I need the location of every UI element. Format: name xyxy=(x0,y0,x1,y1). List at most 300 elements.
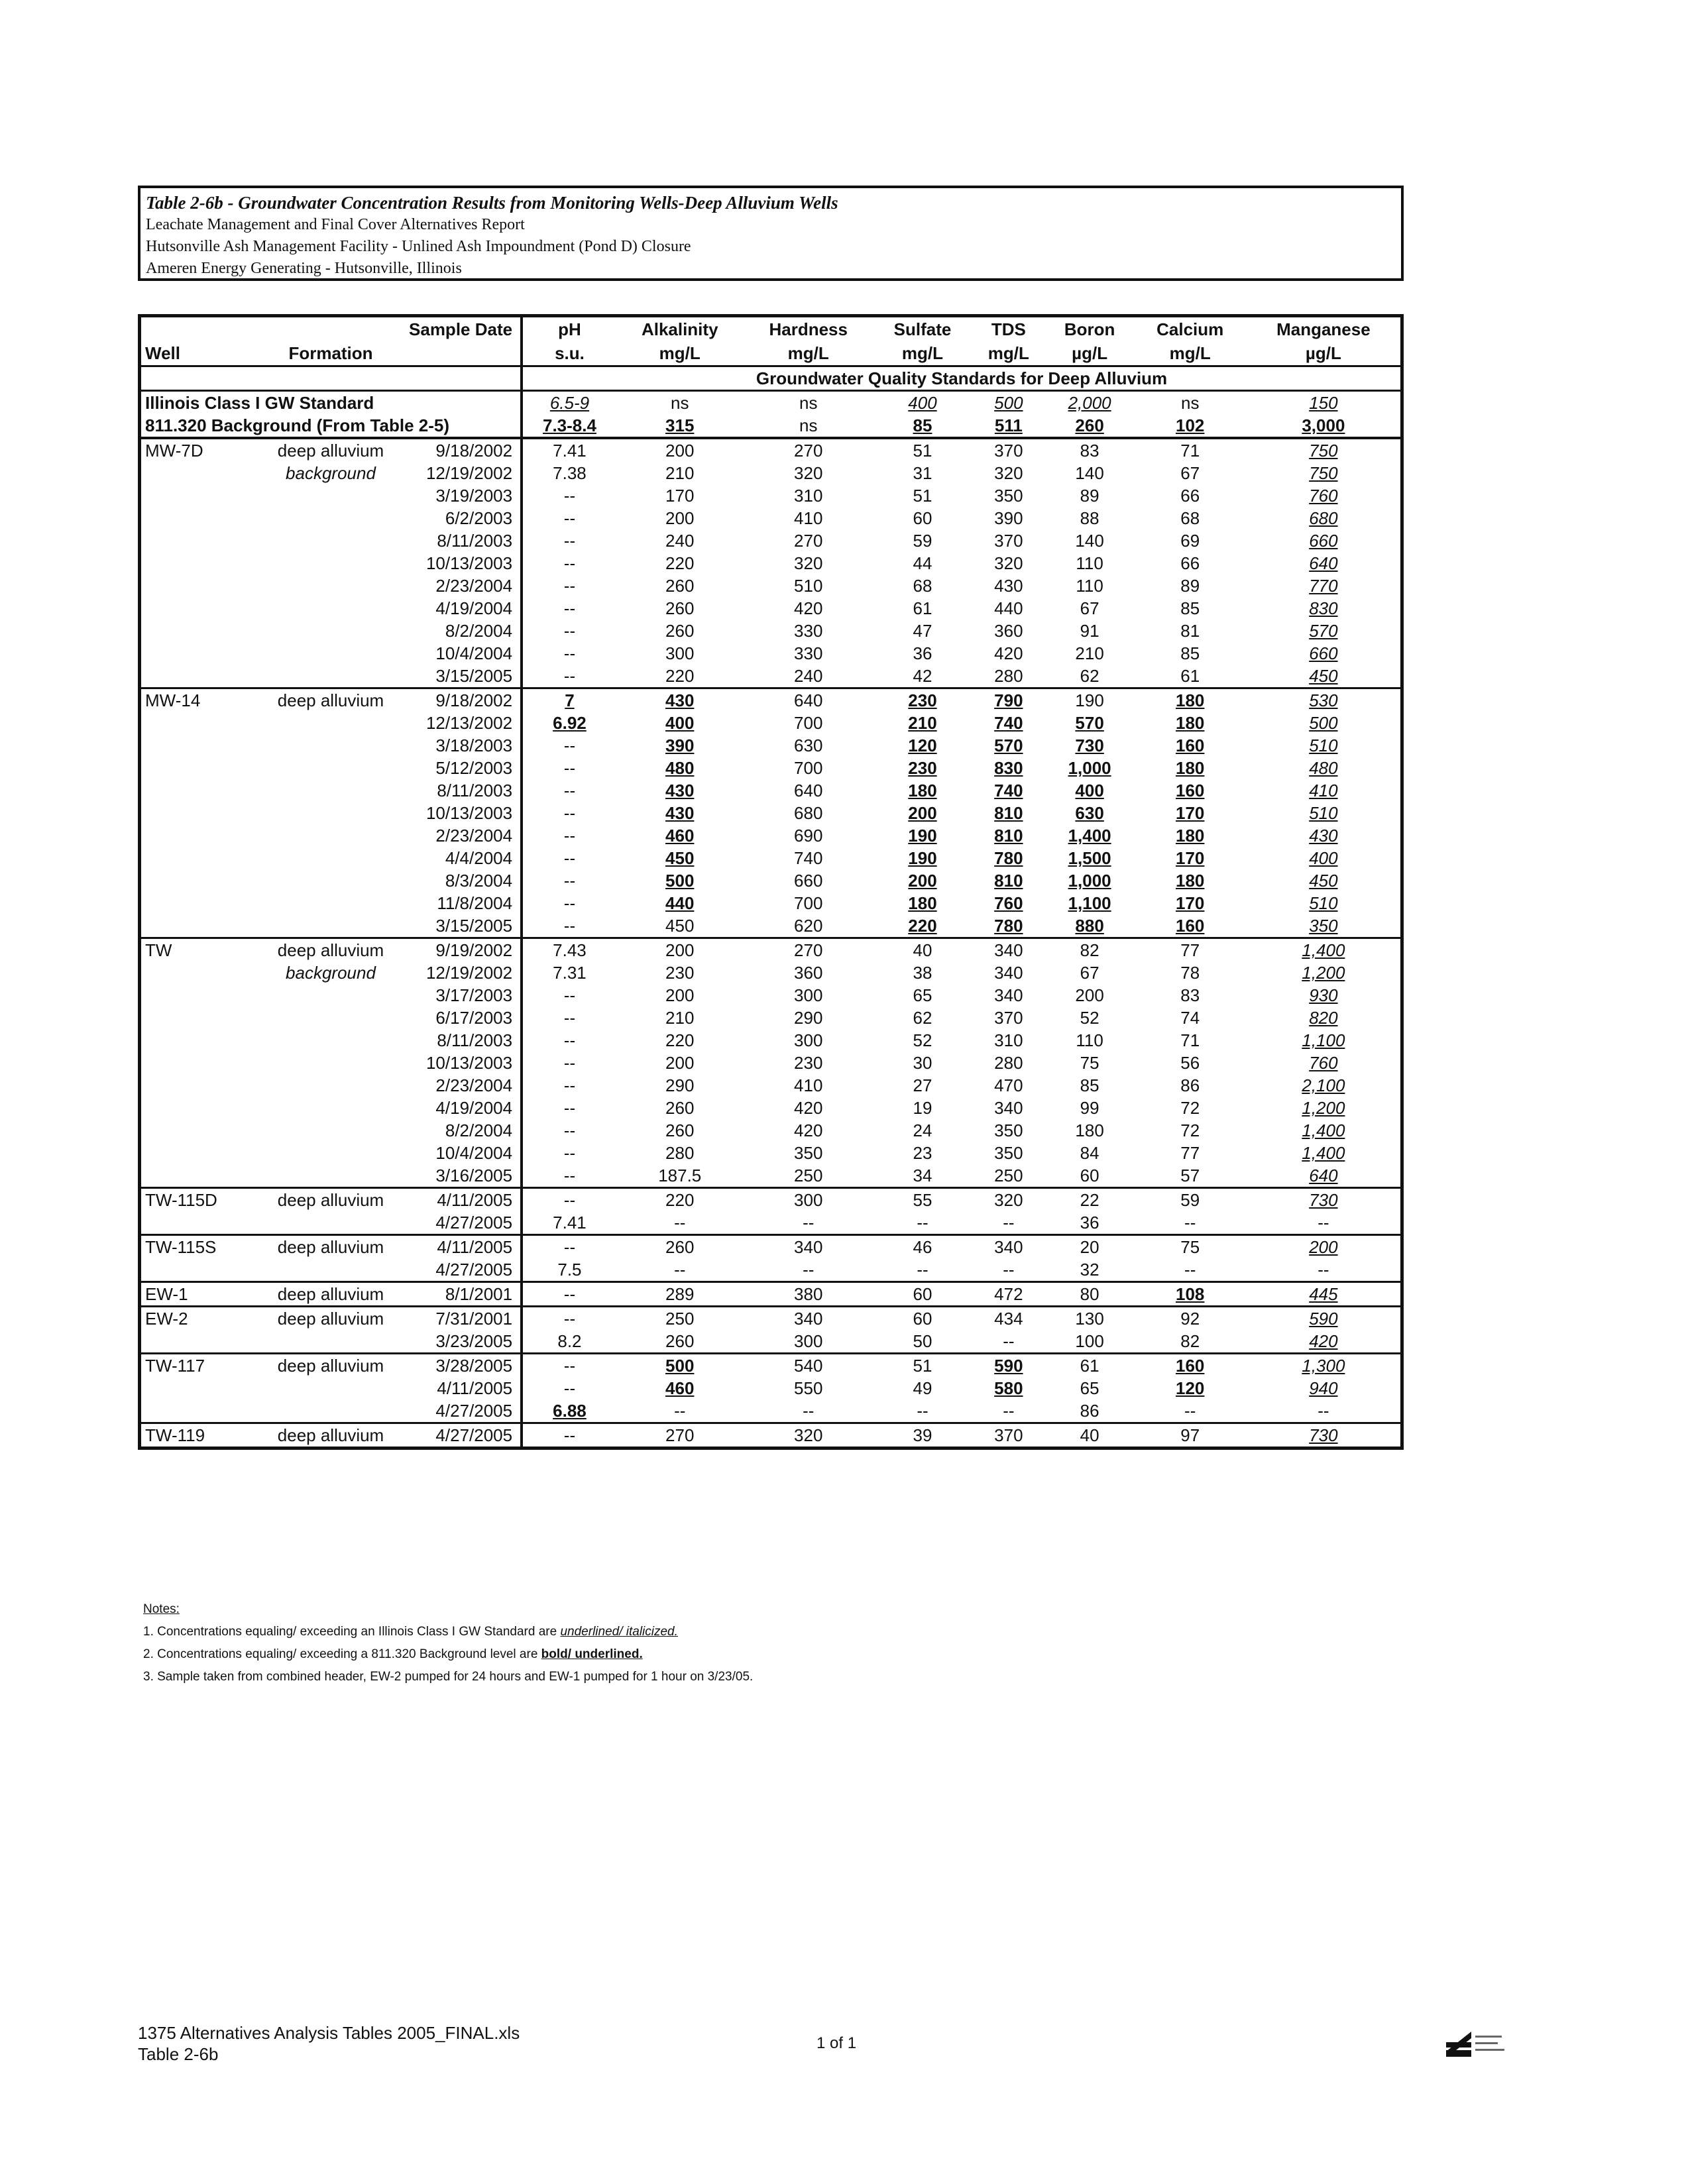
tds-cell xyxy=(972,1164,1045,1188)
calcium-cell xyxy=(1134,802,1247,824)
sulfate-cell xyxy=(873,779,972,802)
boron-value: 65 xyxy=(1080,1378,1099,1398)
ph-value: -- xyxy=(563,1237,576,1257)
formation: background xyxy=(286,463,376,483)
calcium-value: 160 xyxy=(1176,736,1205,755)
sample-date: 4/27/2005 xyxy=(405,1258,522,1282)
ph-cell xyxy=(522,1377,616,1399)
sulfate-cell xyxy=(873,914,972,938)
ph-value: -- xyxy=(563,1356,576,1376)
hardness-cell xyxy=(744,597,873,620)
alkalinity-value: 500 xyxy=(665,1356,695,1376)
manganese-value: 570 xyxy=(1309,621,1338,641)
formation xyxy=(256,1377,405,1399)
well-id xyxy=(140,1330,257,1354)
well-id xyxy=(140,869,257,892)
tds-value: 340 xyxy=(994,1098,1023,1118)
tds-cell xyxy=(972,1282,1045,1307)
standard-value: 400 xyxy=(908,393,937,413)
boron-cell xyxy=(1046,1282,1134,1307)
manganese-cell xyxy=(1247,1423,1402,1448)
ph-value: -- xyxy=(563,826,576,846)
note-2 xyxy=(143,1643,753,1666)
boron-cell xyxy=(1046,1211,1134,1235)
tds-cell xyxy=(972,1258,1045,1282)
sulfate-cell xyxy=(873,1142,972,1164)
hardness-cell xyxy=(744,824,873,847)
ph-value: -- xyxy=(563,553,576,573)
ph-value: -- xyxy=(563,781,576,800)
tds-cell xyxy=(972,847,1045,869)
calcium-value: 71 xyxy=(1180,441,1200,461)
tds-value: 590 xyxy=(994,1356,1023,1376)
alkalinity-value: 200 xyxy=(665,441,695,461)
tds-value: 280 xyxy=(994,666,1023,686)
well-id xyxy=(140,1211,257,1235)
alkalinity-value: 210 xyxy=(665,463,695,483)
hardness-value: 700 xyxy=(794,893,823,913)
header-calcium: Calcium xyxy=(1156,319,1224,339)
footer-page-number: 1 of 1 xyxy=(816,2034,857,2052)
boron-cell xyxy=(1046,802,1134,824)
hardness-cell xyxy=(744,1074,873,1097)
sulfate-value: 60 xyxy=(913,508,932,528)
boron-value: 200 xyxy=(1075,985,1104,1005)
formation xyxy=(256,779,405,802)
tds-cell xyxy=(972,1235,1045,1259)
alkalinity-value: 260 xyxy=(665,1098,695,1118)
alkalinity-value: 260 xyxy=(665,1237,695,1257)
ph-value: -- xyxy=(563,1425,576,1445)
alkalinity-value: 430 xyxy=(665,781,695,800)
alkalinity-cell xyxy=(616,507,744,529)
tds-cell xyxy=(972,438,1045,462)
boron-cell xyxy=(1046,507,1134,529)
tds-cell xyxy=(972,779,1045,802)
alkalinity-value: 450 xyxy=(665,848,695,868)
sulfate-value: 230 xyxy=(908,758,937,778)
manganese-cell xyxy=(1247,620,1402,642)
sample-date: 4/27/2005 xyxy=(405,1423,522,1448)
alkalinity-value: 200 xyxy=(665,508,695,528)
formation: deep alluvium xyxy=(256,1188,405,1212)
boron-cell xyxy=(1046,574,1134,597)
calcium-value: 77 xyxy=(1180,940,1200,960)
formation xyxy=(256,1258,405,1282)
boron-cell xyxy=(1046,734,1134,757)
hardness-cell xyxy=(744,1282,873,1307)
manganese-value: 1,400 xyxy=(1302,940,1345,960)
standard-sulfate xyxy=(873,391,972,415)
standard-tds xyxy=(972,414,1045,438)
manganese-cell xyxy=(1247,507,1402,529)
well-id xyxy=(140,1164,257,1188)
ph-value: -- xyxy=(563,736,576,755)
manganese-cell xyxy=(1247,892,1402,914)
boron-cell xyxy=(1046,1164,1134,1188)
sulfate-value: 23 xyxy=(913,1143,932,1163)
formation xyxy=(256,757,405,779)
sulfate-cell xyxy=(873,597,972,620)
manganese-value: 750 xyxy=(1309,463,1338,483)
tds-cell xyxy=(972,1119,1045,1142)
boron-cell xyxy=(1046,757,1134,779)
formation xyxy=(256,734,405,757)
manganese-cell xyxy=(1247,1354,1402,1378)
notes-section xyxy=(143,1598,753,1688)
alkalinity-cell xyxy=(616,665,744,688)
formation xyxy=(256,712,405,734)
header-well: Well xyxy=(145,343,180,363)
well-id xyxy=(140,507,257,529)
table-row xyxy=(140,1097,1402,1119)
hardness-cell xyxy=(744,869,873,892)
unit-hardness: mg/L xyxy=(787,343,829,363)
manganese-cell xyxy=(1247,574,1402,597)
alkalinity-cell xyxy=(616,914,744,938)
well-id xyxy=(140,552,257,574)
alkalinity-value: 240 xyxy=(665,531,695,551)
manganese-cell xyxy=(1247,938,1402,962)
sulfate-value: 51 xyxy=(913,1356,932,1376)
hardness-value: -- xyxy=(803,1260,815,1280)
manganese-value: 350 xyxy=(1309,916,1338,936)
manganese-value: 640 xyxy=(1309,553,1338,573)
alkalinity-value: 210 xyxy=(665,1008,695,1028)
alkalinity-value: -- xyxy=(674,1260,686,1280)
ph-cell xyxy=(522,779,616,802)
ph-value: 7.43 xyxy=(553,940,587,960)
manganese-cell xyxy=(1247,1211,1402,1235)
standards-banner-row xyxy=(140,366,1402,391)
sample-date: 9/18/2002 xyxy=(405,688,522,712)
ph-value: 7.38 xyxy=(553,463,587,483)
tds-cell xyxy=(972,1142,1045,1164)
sulfate-value: 38 xyxy=(913,963,932,983)
hardness-value: 250 xyxy=(794,1166,823,1185)
header-formation: Formation xyxy=(288,343,373,363)
hardness-cell xyxy=(744,757,873,779)
alkalinity-cell xyxy=(616,1188,744,1212)
boron-value: 99 xyxy=(1080,1098,1099,1118)
note-1 xyxy=(143,1621,753,1643)
alkalinity-value: 430 xyxy=(665,803,695,823)
sample-date: 10/13/2003 xyxy=(405,1052,522,1074)
formation xyxy=(256,869,405,892)
tds-cell xyxy=(972,1074,1045,1097)
notes-title: Notes: xyxy=(143,1602,180,1616)
hardness-cell xyxy=(744,914,873,938)
table-row xyxy=(140,1354,1402,1378)
alkalinity-cell xyxy=(616,1097,744,1119)
standard-value: 3,000 xyxy=(1302,415,1345,435)
calcium-cell xyxy=(1134,552,1247,574)
tds-value: 340 xyxy=(994,985,1023,1005)
ph-cell xyxy=(522,847,616,869)
sample-date: 2/23/2004 xyxy=(405,1074,522,1097)
calcium-cell xyxy=(1134,734,1247,757)
well-id xyxy=(140,984,257,1007)
alkalinity-cell xyxy=(616,892,744,914)
calcium-value: 69 xyxy=(1180,531,1200,551)
hardness-value: 690 xyxy=(794,826,823,846)
hardness-cell xyxy=(744,462,873,484)
table-row xyxy=(140,1423,1402,1448)
well-id xyxy=(140,802,257,824)
standard-value: 7.3-8.4 xyxy=(542,415,596,435)
sulfate-value: 47 xyxy=(913,621,932,641)
standard-label: 811.320 Background (From Table 2-5) xyxy=(140,414,522,438)
alkalinity-cell xyxy=(616,552,744,574)
table-row xyxy=(140,529,1402,552)
formation xyxy=(256,802,405,824)
ph-cell xyxy=(522,712,616,734)
sulfate-cell xyxy=(873,1235,972,1259)
well-id: TW-119 xyxy=(140,1423,257,1448)
standard-ph xyxy=(522,391,616,415)
boron-value: 80 xyxy=(1080,1284,1099,1304)
alkalinity-value: 280 xyxy=(665,1143,695,1163)
well-id xyxy=(140,462,257,484)
footer-filename: 1375 Alternatives Analysis Tables 2005_FINAL.xls xyxy=(138,2023,520,2043)
tds-value: 472 xyxy=(994,1284,1023,1304)
tds-value: 430 xyxy=(994,576,1023,596)
tds-value: -- xyxy=(1003,1331,1015,1351)
sulfate-value: -- xyxy=(917,1213,928,1232)
manganese-cell xyxy=(1247,1399,1402,1423)
alkalinity-value: 260 xyxy=(665,1331,695,1351)
tds-value: 570 xyxy=(994,736,1023,755)
tds-value: -- xyxy=(1003,1213,1015,1232)
well-id xyxy=(140,597,257,620)
formation: deep alluvium xyxy=(256,1282,405,1307)
well-id xyxy=(140,665,257,688)
tds-cell xyxy=(972,938,1045,962)
boron-value: 36 xyxy=(1080,1213,1099,1232)
hardness-cell xyxy=(744,961,873,984)
calcium-value: 81 xyxy=(1180,621,1200,641)
sulfate-cell xyxy=(873,938,972,962)
hardness-value: 420 xyxy=(794,1120,823,1140)
manganese-value: 445 xyxy=(1309,1284,1338,1304)
hardness-cell xyxy=(744,712,873,734)
manganese-cell xyxy=(1247,914,1402,938)
boron-value: 60 xyxy=(1080,1166,1099,1185)
ph-value: -- xyxy=(563,1190,576,1210)
manganese-value: 2,100 xyxy=(1302,1075,1345,1095)
company-subtitle: Ameren Energy Generating - Hutsonville, Illinois xyxy=(146,260,462,277)
hardness-value: 320 xyxy=(794,1425,823,1445)
table-row xyxy=(140,1029,1402,1052)
boron-cell xyxy=(1046,1052,1134,1074)
boron-value: 83 xyxy=(1080,441,1099,461)
standard-manganese xyxy=(1247,414,1402,438)
calcium-value: 83 xyxy=(1180,985,1200,1005)
boron-cell xyxy=(1046,597,1134,620)
sample-date: 4/11/2005 xyxy=(405,1188,522,1212)
alkalinity-cell xyxy=(616,984,744,1007)
ph-cell xyxy=(522,1188,616,1212)
formation xyxy=(256,1029,405,1052)
ph-value: -- xyxy=(563,1378,576,1398)
hardness-cell xyxy=(744,1330,873,1354)
tds-cell xyxy=(972,712,1045,734)
calcium-cell xyxy=(1134,1188,1247,1212)
ph-cell xyxy=(522,597,616,620)
standard-boron xyxy=(1046,414,1134,438)
table-row xyxy=(140,1188,1402,1212)
standard-manganese xyxy=(1247,391,1402,415)
well-id: TW xyxy=(140,938,257,962)
report-subtitle: Leachate Management and Final Cover Alternatives Report xyxy=(146,216,525,233)
calcium-value: 74 xyxy=(1180,1008,1200,1028)
manganese-value: 930 xyxy=(1309,985,1338,1005)
ph-cell xyxy=(522,438,616,462)
formation xyxy=(256,1097,405,1119)
alkalinity-cell xyxy=(616,802,744,824)
alkalinity-cell xyxy=(616,847,744,869)
tds-value: 810 xyxy=(994,803,1023,823)
ph-value: -- xyxy=(563,576,576,596)
sample-date: 10/13/2003 xyxy=(405,802,522,824)
alkalinity-value: 390 xyxy=(665,736,695,755)
manganese-cell xyxy=(1247,1142,1402,1164)
calcium-value: 85 xyxy=(1180,598,1200,618)
boron-value: 84 xyxy=(1080,1143,1099,1163)
alkalinity-cell xyxy=(616,938,744,962)
alkalinity-value: 220 xyxy=(665,666,695,686)
ph-cell xyxy=(522,1211,616,1235)
boron-value: 210 xyxy=(1075,643,1104,663)
table-row xyxy=(140,869,1402,892)
manganese-cell xyxy=(1247,462,1402,484)
ph-cell xyxy=(522,688,616,712)
ph-cell xyxy=(522,938,616,962)
manganese-cell xyxy=(1247,1307,1402,1331)
manganese-value: 510 xyxy=(1309,803,1338,823)
sulfate-value: 190 xyxy=(908,848,937,868)
table-row xyxy=(140,642,1402,665)
ph-cell xyxy=(522,665,616,688)
boron-value: 1,100 xyxy=(1068,893,1111,913)
boron-cell xyxy=(1046,529,1134,552)
ph-cell xyxy=(522,1119,616,1142)
sulfate-value: 68 xyxy=(913,576,932,596)
boron-value: 82 xyxy=(1080,940,1099,960)
sulfate-cell xyxy=(873,1074,972,1097)
table-title-box xyxy=(138,186,1404,281)
sulfate-value: -- xyxy=(917,1401,928,1421)
tds-value: 370 xyxy=(994,1425,1023,1445)
table-row xyxy=(140,847,1402,869)
tds-value: 370 xyxy=(994,531,1023,551)
well-id xyxy=(140,1074,257,1097)
ph-cell xyxy=(522,869,616,892)
note-1-text: 1. Concentrations equaling/ exceeding an Illinois Class I GW Standard are xyxy=(143,1625,561,1639)
ph-value: 6.88 xyxy=(553,1401,587,1421)
formation xyxy=(256,824,405,847)
standard-hardness xyxy=(744,391,873,415)
sample-date: 11/8/2004 xyxy=(405,892,522,914)
alkalinity-value: 270 xyxy=(665,1425,695,1445)
hardness-value: 270 xyxy=(794,441,823,461)
boron-cell xyxy=(1046,1354,1134,1378)
manganese-value: 450 xyxy=(1309,666,1338,686)
calcium-cell xyxy=(1134,1142,1247,1164)
hardness-value: 290 xyxy=(794,1008,823,1028)
tds-value: -- xyxy=(1003,1401,1015,1421)
boron-value: 22 xyxy=(1080,1190,1099,1210)
table-row xyxy=(140,1282,1402,1307)
boron-value: 880 xyxy=(1075,916,1104,936)
ph-value: -- xyxy=(563,758,576,778)
standard-value: 511 xyxy=(994,415,1023,435)
formation xyxy=(256,1074,405,1097)
sulfate-cell xyxy=(873,1282,972,1307)
ph-value: -- xyxy=(563,643,576,663)
manganese-value: 420 xyxy=(1309,1331,1338,1351)
sulfate-cell xyxy=(873,892,972,914)
calcium-value: 56 xyxy=(1180,1053,1200,1073)
boron-value: 88 xyxy=(1080,508,1099,528)
ph-cell xyxy=(522,484,616,507)
sample-date: 12/19/2002 xyxy=(405,462,522,484)
boron-value: 52 xyxy=(1080,1008,1099,1028)
manganese-value: 770 xyxy=(1309,576,1338,596)
sample-date: 3/15/2005 xyxy=(405,665,522,688)
well-id: EW-2 xyxy=(140,1307,257,1331)
sulfate-cell xyxy=(873,1211,972,1235)
boron-value: 62 xyxy=(1080,666,1099,686)
sulfate-cell xyxy=(873,1052,972,1074)
tds-cell xyxy=(972,1377,1045,1399)
calcium-cell xyxy=(1134,642,1247,665)
alkalinity-value: -- xyxy=(674,1213,686,1232)
hardness-cell xyxy=(744,1052,873,1074)
hardness-value: 640 xyxy=(794,690,823,710)
header-ph: pH xyxy=(558,319,581,339)
calcium-value: 82 xyxy=(1180,1331,1200,1351)
sulfate-cell xyxy=(873,869,972,892)
tds-cell xyxy=(972,688,1045,712)
ph-value: -- xyxy=(563,871,576,891)
hardness-cell xyxy=(744,574,873,597)
formation: deep alluvium xyxy=(256,1423,405,1448)
calcium-cell xyxy=(1134,1007,1247,1029)
sample-date: 3/23/2005 xyxy=(405,1330,522,1354)
formation xyxy=(256,597,405,620)
sulfate-cell xyxy=(873,961,972,984)
calcium-value: -- xyxy=(1184,1260,1196,1280)
well-id xyxy=(140,1007,257,1029)
alkalinity-value: 300 xyxy=(665,643,695,663)
boron-value: 110 xyxy=(1076,553,1103,573)
unit-calcium: mg/L xyxy=(1169,343,1211,363)
manganese-value: -- xyxy=(1318,1260,1329,1280)
alkalinity-value: 260 xyxy=(665,576,695,596)
boron-value: 40 xyxy=(1080,1425,1099,1445)
hardness-value: 630 xyxy=(794,736,823,755)
table-row xyxy=(140,938,1402,962)
ph-cell xyxy=(522,552,616,574)
alkalinity-value: 200 xyxy=(665,985,695,1005)
formation xyxy=(256,1007,405,1029)
manganese-cell xyxy=(1247,779,1402,802)
boron-value: 180 xyxy=(1075,1120,1104,1140)
calcium-value: 72 xyxy=(1180,1098,1200,1118)
ph-cell xyxy=(522,1307,616,1331)
ph-cell xyxy=(522,1142,616,1164)
